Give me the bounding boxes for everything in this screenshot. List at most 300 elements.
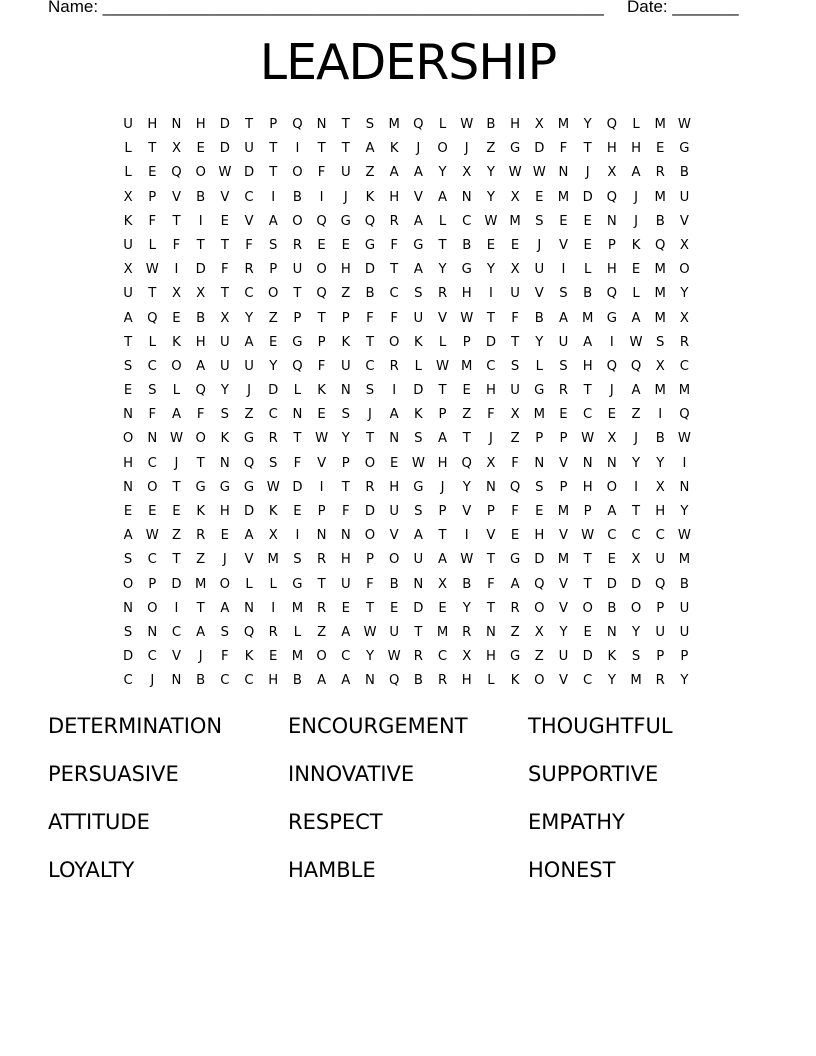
grid-letter: I <box>319 189 324 205</box>
grid-row <box>116 331 700 355</box>
grid-letter: W <box>169 431 183 447</box>
grid-letter: X <box>534 117 544 132</box>
grid-letter: K <box>268 504 278 519</box>
grid-letter: Y <box>680 673 689 689</box>
grid-letter: R <box>389 358 399 374</box>
grid-letter: E <box>196 141 205 157</box>
grid-letter: K <box>365 189 375 205</box>
grid-letter: Q <box>243 455 255 471</box>
grid-letter: W <box>363 624 377 640</box>
grid-letter: D <box>268 383 279 399</box>
grid-letter: X <box>220 310 230 326</box>
word-list-item: ENCOURGEMENT <box>288 714 468 738</box>
grid-letter: Y <box>535 334 544 350</box>
grid-letter: K <box>317 383 326 399</box>
grid-letter: H <box>195 334 206 350</box>
grid-letter: Y <box>486 262 495 278</box>
grid-letter: T <box>365 334 374 350</box>
grid-letter: G <box>534 383 545 399</box>
grid-letter: X <box>171 286 181 302</box>
grid-letter: N <box>606 213 617 229</box>
grid-letter: U <box>244 358 254 374</box>
grid-letter: X <box>462 649 472 665</box>
grid-letter: F <box>221 262 229 278</box>
header <box>48 0 748 21</box>
grid-letter: T <box>486 310 495 326</box>
grid-letter: V <box>558 455 568 471</box>
grid-letter: O <box>388 334 400 350</box>
grid-letter: C <box>583 407 593 423</box>
grid-letter: A <box>196 358 206 374</box>
grid-letter: N <box>171 117 182 132</box>
grid-letter: X <box>486 455 496 471</box>
grid-letter: T <box>148 286 157 302</box>
grid-letter: L <box>487 673 495 689</box>
grid-letter: W <box>677 431 691 447</box>
grid-letter: O <box>388 552 400 568</box>
grid-letter: R <box>437 673 448 689</box>
grid-letter: M <box>630 673 642 689</box>
grid-letter: B <box>196 189 206 205</box>
word-list-item: THOUGHTFUL <box>528 714 673 738</box>
grid-letter: V <box>558 528 568 544</box>
grid-letter: Q <box>316 286 327 302</box>
grid-letter: W <box>387 649 401 665</box>
grid-letter: Q <box>461 455 472 471</box>
grid-letter: Y <box>656 455 665 471</box>
grid-letter: S <box>269 237 278 253</box>
grid-letter: K <box>510 673 520 689</box>
grid-letter: S <box>123 624 133 640</box>
date-field-label: Date: _______ <box>627 0 739 16</box>
grid-letter: Q <box>606 117 618 132</box>
word-list-item: DETERMINATION <box>48 714 223 738</box>
grid-letter: Y <box>583 117 592 132</box>
grid-letter: Q <box>606 286 618 302</box>
grid-row <box>116 403 700 427</box>
grid-letter: F <box>196 407 205 423</box>
grid-letter: J <box>609 383 614 399</box>
grid-letter: Q <box>147 310 158 326</box>
grid-letter: D <box>243 504 255 519</box>
grid-letter: L <box>148 334 156 350</box>
grid-letter: F <box>511 455 519 471</box>
grid-letter: I <box>488 286 493 302</box>
grid-letter: A <box>341 673 351 689</box>
grid-letter: O <box>437 141 448 157</box>
grid-letter: W <box>266 479 280 495</box>
grid-letter: U <box>413 310 424 326</box>
grid-letter: J <box>537 237 542 253</box>
grid-letter: V <box>244 552 254 568</box>
grid-letter: P <box>269 262 278 278</box>
grid-letter: S <box>414 504 423 519</box>
grid-letter: K <box>123 213 133 229</box>
grid-letter: I <box>609 334 614 350</box>
grid-letter: B <box>365 286 375 302</box>
grid-letter: S <box>559 286 568 302</box>
grid-letter: H <box>147 117 158 132</box>
grid-row <box>116 476 700 500</box>
grid-letter: X <box>655 358 665 374</box>
grid-letter: P <box>583 504 592 519</box>
grid-letter: A <box>123 310 133 326</box>
grid-letter: T <box>172 213 181 229</box>
grid-letter: B <box>462 237 472 253</box>
grid-letter: D <box>219 141 230 157</box>
grid-letter: O <box>268 286 279 302</box>
grid-letter: P <box>365 552 374 568</box>
grid-letter: R <box>196 528 206 544</box>
grid-letter: B <box>679 576 689 592</box>
grid-letter: N <box>606 455 617 471</box>
grid-letter: B <box>462 576 472 592</box>
grid-letter: U <box>244 141 254 157</box>
grid-letter: V <box>171 649 181 665</box>
grid-letter: D <box>534 552 545 568</box>
grid-letter: K <box>389 141 399 157</box>
grid-letter: B <box>534 310 544 326</box>
grid-letter: H <box>485 649 496 665</box>
grid-letter: S <box>148 383 157 399</box>
grid-letter: N <box>485 624 496 640</box>
grid-letter: R <box>268 431 278 447</box>
grid-letter: B <box>389 576 399 592</box>
grid-letter: N <box>558 165 569 181</box>
grid-letter: R <box>268 624 278 640</box>
grid-letter: J <box>634 213 638 229</box>
grid-letter: B <box>655 213 665 229</box>
grid-letter: G <box>509 649 521 665</box>
grid-letter: H <box>340 552 351 568</box>
grid-letter: F <box>366 576 374 592</box>
grid-letter: A <box>631 165 641 181</box>
grid-letter: D <box>630 576 642 592</box>
grid-letter: T <box>583 552 592 568</box>
grid-letter: L <box>293 383 302 399</box>
grid-letter: O <box>630 600 642 616</box>
grid-letter: O <box>582 600 593 616</box>
grid-letter: C <box>244 189 254 205</box>
grid-letter: F <box>245 237 253 253</box>
grid-letter: U <box>510 286 520 302</box>
grid-letter: W <box>677 528 691 544</box>
grid-letter: T <box>486 600 495 616</box>
grid-letter: J <box>247 383 251 399</box>
grid-letter: V <box>486 528 496 544</box>
grid-letter: G <box>243 479 255 495</box>
grid-letter: C <box>244 673 254 689</box>
grid-letter: O <box>219 576 231 592</box>
grid-letter: S <box>269 455 278 471</box>
grid-letter: X <box>171 141 181 157</box>
grid-letter: N <box>316 117 327 132</box>
grid-letter: Q <box>606 189 618 205</box>
grid-letter: Y <box>220 383 229 399</box>
grid-letter: P <box>656 649 665 665</box>
grid-letter: Z <box>171 528 181 544</box>
grid-letter: E <box>172 310 181 326</box>
grid-letter: N <box>606 624 617 640</box>
grid-letter: Y <box>438 165 447 181</box>
grid-letter: T <box>438 383 447 399</box>
grid-letter: E <box>123 383 133 399</box>
grid-letter: C <box>365 358 375 374</box>
grid-letter: O <box>364 455 376 471</box>
grid-letter: T <box>269 141 278 157</box>
letter-grid <box>116 113 700 694</box>
grid-letter: W <box>581 528 595 544</box>
grid-letter: N <box>292 407 303 423</box>
grid-letter: Y <box>462 600 471 616</box>
grid-letter: D <box>219 117 230 132</box>
grid-letter: A <box>558 310 568 326</box>
grid-letter: D <box>364 504 376 519</box>
grid-row <box>116 427 700 451</box>
grid-letter: E <box>535 189 544 205</box>
grid-letter: S <box>341 407 350 423</box>
grid-letter: M <box>654 117 666 132</box>
grid-letter: F <box>487 407 495 423</box>
grid-letter: E <box>269 334 278 350</box>
grid-letter: M <box>557 504 570 519</box>
grid-letter: Y <box>486 165 495 181</box>
grid-letter: Z <box>268 310 278 326</box>
grid-letter: P <box>559 431 568 447</box>
grid-letter: B <box>292 189 302 205</box>
grid-row <box>116 210 700 234</box>
grid-letter: X <box>534 624 544 640</box>
grid-letter: T <box>462 431 471 447</box>
grid-letter: P <box>341 455 350 471</box>
grid-letter: Z <box>341 286 351 302</box>
grid-letter: Q <box>195 383 206 399</box>
grid-letter: N <box>219 455 230 471</box>
grid-letter: S <box>631 649 641 665</box>
grid-letter: U <box>389 624 399 640</box>
grid-letter: T <box>414 624 423 640</box>
grid-letter: L <box>148 237 156 253</box>
grid-letter: I <box>392 383 397 399</box>
grid-letter: T <box>583 576 592 592</box>
grid-letter: W <box>218 165 232 181</box>
grid-letter: C <box>220 673 230 689</box>
grid-letter: K <box>631 237 641 253</box>
grid-letter: O <box>195 165 206 181</box>
grid-letter: N <box>123 407 134 423</box>
grid-letter: C <box>147 649 157 665</box>
grid-letter: Y <box>269 358 278 374</box>
grid-letter: P <box>293 310 302 326</box>
grid-letter: A <box>220 600 230 616</box>
grid-letter: V <box>438 310 448 326</box>
grid-letter: G <box>219 479 230 495</box>
grid-letter: R <box>510 600 520 616</box>
grid-letter: M <box>678 552 691 568</box>
grid-letter: G <box>679 141 690 157</box>
grid-letter: K <box>244 649 254 665</box>
grid-letter: T <box>486 552 495 568</box>
grid-letter: M <box>461 358 473 374</box>
grid-row <box>116 573 700 597</box>
grid-letter: X <box>655 479 665 495</box>
grid-row <box>116 282 700 306</box>
grid-letter: V <box>244 213 254 229</box>
grid-letter: L <box>438 213 447 229</box>
grid-letter: F <box>221 649 229 665</box>
grid-letter: D <box>171 576 182 592</box>
grid-letter: U <box>123 237 133 253</box>
grid-letter: E <box>462 383 471 399</box>
grid-letter: S <box>365 383 375 399</box>
grid-letter: F <box>148 213 157 229</box>
grid-letter: N <box>534 455 545 471</box>
grid-letter: M <box>388 117 400 132</box>
grid-letter: L <box>414 358 423 374</box>
grid-row <box>116 113 700 137</box>
grid-letter: A <box>438 431 448 447</box>
grid-letter: U <box>534 262 545 278</box>
grid-letter: C <box>147 455 157 471</box>
grid-letter: L <box>269 576 277 592</box>
grid-letter: Z <box>462 407 472 423</box>
grid-letter: E <box>341 600 350 616</box>
grid-letter: N <box>147 431 158 447</box>
grid-row <box>116 645 700 669</box>
grid-letter: Q <box>243 624 255 640</box>
grid-letter: F <box>511 310 519 326</box>
grid-letter: S <box>535 479 544 495</box>
grid-letter: R <box>244 262 254 278</box>
grid-letter: U <box>340 165 351 181</box>
grid-letter: L <box>245 576 253 592</box>
grid-letter: T <box>269 165 278 181</box>
grid-letter: D <box>413 383 424 399</box>
grid-letter: F <box>487 576 495 592</box>
grid-letter: I <box>295 141 300 157</box>
grid-letter: Z <box>365 165 375 181</box>
grid-letter: O <box>534 600 545 616</box>
grid-letter: T <box>341 141 350 157</box>
grid-letter: Z <box>196 552 206 568</box>
grid-letter: M <box>436 624 449 640</box>
grid-letter: W <box>508 165 522 181</box>
grid-letter: C <box>389 286 399 302</box>
grid-letter: O <box>679 262 690 278</box>
grid-letter: J <box>198 649 203 665</box>
grid-letter: S <box>535 213 544 229</box>
grid-row <box>116 258 700 282</box>
grid-letter: G <box>195 479 206 495</box>
grid-letter: N <box>123 479 134 495</box>
grid-letter: E <box>389 600 399 616</box>
grid-letter: T <box>341 117 350 132</box>
grid-letter: P <box>656 600 665 616</box>
grid-letter: T <box>196 455 205 471</box>
word-list-item: RESPECT <box>288 810 383 834</box>
grid-letter: D <box>195 262 206 278</box>
name-field-label: Name: _____________________________________________________ <box>48 0 604 16</box>
grid-letter: R <box>655 165 665 181</box>
grid-letter: O <box>316 649 327 665</box>
grid-letter: W <box>460 552 474 568</box>
grid-letter: A <box>413 262 423 278</box>
grid-letter: X <box>510 262 520 278</box>
grid-letter: T <box>245 117 254 132</box>
grid-letter: T <box>293 431 302 447</box>
grid-letter: E <box>656 141 665 157</box>
grid-letter: U <box>123 286 133 302</box>
grid-letter: V <box>462 504 472 519</box>
grid-letter: I <box>464 528 469 544</box>
grid-letter: R <box>365 479 375 495</box>
word-list-item: SUPPORTIVE <box>528 762 659 786</box>
grid-row <box>116 186 700 210</box>
grid-letter: G <box>292 334 303 350</box>
grid-letter: E <box>148 165 157 181</box>
grid-letter: P <box>607 237 616 253</box>
grid-letter: O <box>147 600 158 616</box>
grid-letter: B <box>292 673 302 689</box>
grid-letter: J <box>368 407 372 423</box>
grid-letter: E <box>607 552 617 568</box>
grid-letter: A <box>389 165 399 181</box>
grid-row <box>116 137 700 161</box>
grid-letter: X <box>607 431 617 447</box>
grid-letter: Z <box>631 407 641 423</box>
grid-letter: Q <box>292 117 303 132</box>
grid-letter: K <box>172 334 181 350</box>
grid-letter: J <box>464 141 469 157</box>
grid-letter: N <box>316 528 327 544</box>
grid-letter: Y <box>245 310 254 326</box>
grid-letter: N <box>582 455 593 471</box>
grid-letter: K <box>220 431 230 447</box>
grid-letter: E <box>172 504 181 519</box>
grid-letter: A <box>365 141 375 157</box>
grid-letter: T <box>438 237 447 253</box>
grid-letter: S <box>656 334 665 350</box>
grid-letter: F <box>293 455 302 471</box>
grid-letter: Q <box>292 358 303 374</box>
grid-letter: H <box>461 673 472 689</box>
grid-letter: I <box>198 213 203 229</box>
grid-letter: H <box>510 117 521 132</box>
grid-letter: Z <box>534 649 544 665</box>
grid-letter: N <box>679 479 690 495</box>
grid-letter: B <box>607 600 617 616</box>
grid-letter: P <box>438 407 447 423</box>
grid-letter: Q <box>171 165 182 181</box>
grid-letter: E <box>559 213 568 229</box>
grid-letter: U <box>340 576 351 592</box>
grid-letter: I <box>561 262 566 278</box>
grid-letter: Q <box>679 407 690 423</box>
grid-letter: Y <box>632 624 641 640</box>
grid-letter: Y <box>365 649 374 665</box>
grid-letter: C <box>244 286 254 302</box>
grid-letter: I <box>319 479 324 495</box>
grid-letter: J <box>416 141 421 157</box>
grid-letter: G <box>606 310 617 326</box>
grid-letter: W <box>460 117 474 132</box>
grid-letter: R <box>389 213 399 229</box>
grid-letter: D <box>123 649 134 665</box>
grid-letter: U <box>679 189 690 205</box>
grid-letter: A <box>317 673 327 689</box>
grid-letter: W <box>436 358 450 374</box>
grid-letter: B <box>196 673 206 689</box>
